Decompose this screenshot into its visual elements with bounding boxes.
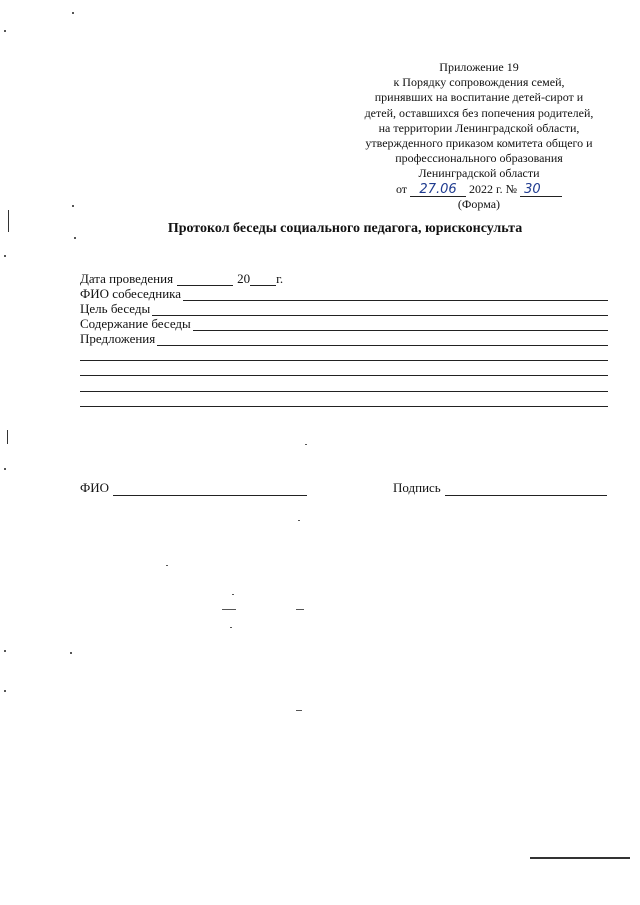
date-row — [80, 270, 608, 286]
blank-line — [80, 406, 608, 407]
appendix-line: профессионального образования — [395, 151, 563, 166]
appendix-line: к Порядку сопровождения семей, — [393, 75, 565, 90]
scan-speck — [230, 627, 232, 628]
scan-speck — [4, 255, 6, 257]
content-row — [80, 315, 608, 331]
scan-speck — [72, 205, 74, 207]
blank-line — [80, 360, 608, 361]
content-label: Содержание беседы — [80, 316, 191, 331]
scan-speck — [4, 468, 6, 470]
fio-interlocutor-row — [80, 285, 608, 301]
scan-speck — [70, 652, 72, 654]
scan-speck — [4, 650, 6, 652]
signature-blank — [445, 483, 607, 496]
scan-speck — [305, 444, 307, 445]
scan-speck — [222, 609, 236, 610]
order-date-line — [350, 182, 608, 197]
order-year: 2022 г. № — [469, 181, 518, 196]
fio-label: ФИО — [80, 480, 110, 495]
year-prefix: 20 — [237, 271, 251, 286]
appendix-line: утвержденного приказом комитета общего и — [365, 136, 593, 151]
scan-speck — [296, 710, 302, 711]
appendix-line: детей, оставшихся без попечения родителей, — [364, 105, 594, 120]
proposals-row — [80, 330, 608, 346]
appendix-line: на территории Ленинградской области, — [378, 120, 580, 135]
scan-speck — [296, 609, 304, 610]
purpose-label: Цель беседы — [80, 301, 151, 316]
scan-speck — [298, 520, 300, 521]
scan-speck — [232, 594, 234, 595]
handwritten-date: 27.06 — [410, 183, 466, 197]
signature-row — [393, 480, 607, 496]
scan-speck — [166, 565, 168, 566]
scan-speck — [74, 237, 76, 239]
date-label: Дата проведения — [80, 271, 174, 286]
scan-speck — [4, 690, 6, 692]
proposals-blank — [157, 333, 608, 346]
appendix-line: Ленинградской области — [418, 166, 540, 181]
scan-speck — [4, 30, 6, 32]
form-label: (Форма) — [457, 196, 501, 211]
scan-speck — [72, 12, 74, 14]
scan-artifact — [8, 210, 9, 232]
handwritten-order-number: 30 — [520, 183, 562, 197]
scan-artifact — [7, 430, 8, 444]
purpose-row — [80, 300, 608, 316]
appendix-line: принявших на воспитание детей-сирот и — [374, 90, 584, 105]
blank-line — [80, 375, 608, 376]
year-suffix: г. — [276, 271, 284, 286]
scan-artifact — [530, 857, 630, 859]
proposals-label: Предложения — [80, 331, 156, 346]
document-title: Протокол беседы социального педагога, юрисконсульта — [167, 221, 523, 236]
appendix-line: Приложение 19 — [439, 60, 519, 74]
fio-signature-row — [80, 480, 307, 496]
fio-blank — [113, 483, 307, 496]
blank-line — [80, 391, 608, 392]
signature-label: Подпись — [393, 480, 441, 495]
appendix-header — [350, 60, 608, 212]
fio-interlocutor-label: ФИО собеседника — [80, 286, 182, 301]
date-prefix: от — [395, 181, 408, 196]
